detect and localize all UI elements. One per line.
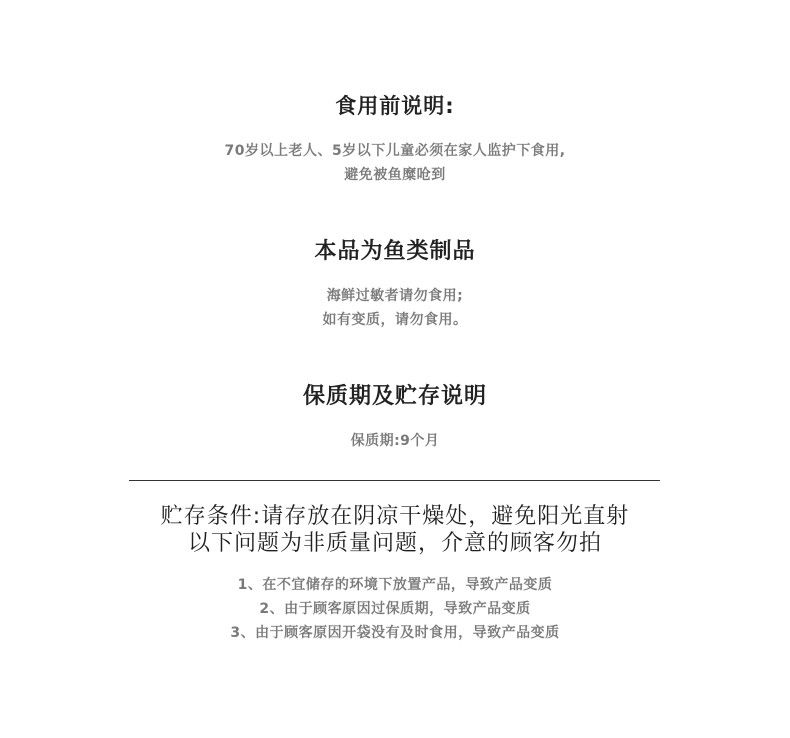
non-quality-item: 2、由于顾客原因过保质期，导致产品变质 (259, 601, 531, 617)
non-quality-item: 1、在不宜储存的环境下放置产品，导致产品变质 (237, 577, 553, 593)
shelf-life-title: 保质期及贮存说明 (302, 384, 487, 409)
usage-notice-line: 70岁以上老人、5岁以下儿童必须在家人监护下食用, (224, 143, 566, 159)
storage-condition-line: 贮存条件:请存放在阴凉干燥处，避免阳光直射 (160, 504, 630, 529)
storage-disclaimer-line: 以下问题为非质量问题，介意的顾客勿拍 (187, 531, 602, 556)
fish-product-title: 本品为鱼类制品 (314, 239, 476, 264)
fish-product-line: 如有变质，请勿食用。 (322, 312, 468, 328)
usage-notice-line: 避免被鱼糜呛到 (344, 167, 446, 183)
fish-product-line: 海鲜过敏者请勿食用; (326, 288, 464, 304)
section-divider (129, 480, 660, 481)
usage-notice-title: 食用前说明: (335, 94, 455, 118)
non-quality-item: 3、由于顾客原因开袋没有及时食用，导致产品变质 (230, 625, 560, 641)
shelf-life-line: 保质期:9个月 (350, 433, 440, 449)
